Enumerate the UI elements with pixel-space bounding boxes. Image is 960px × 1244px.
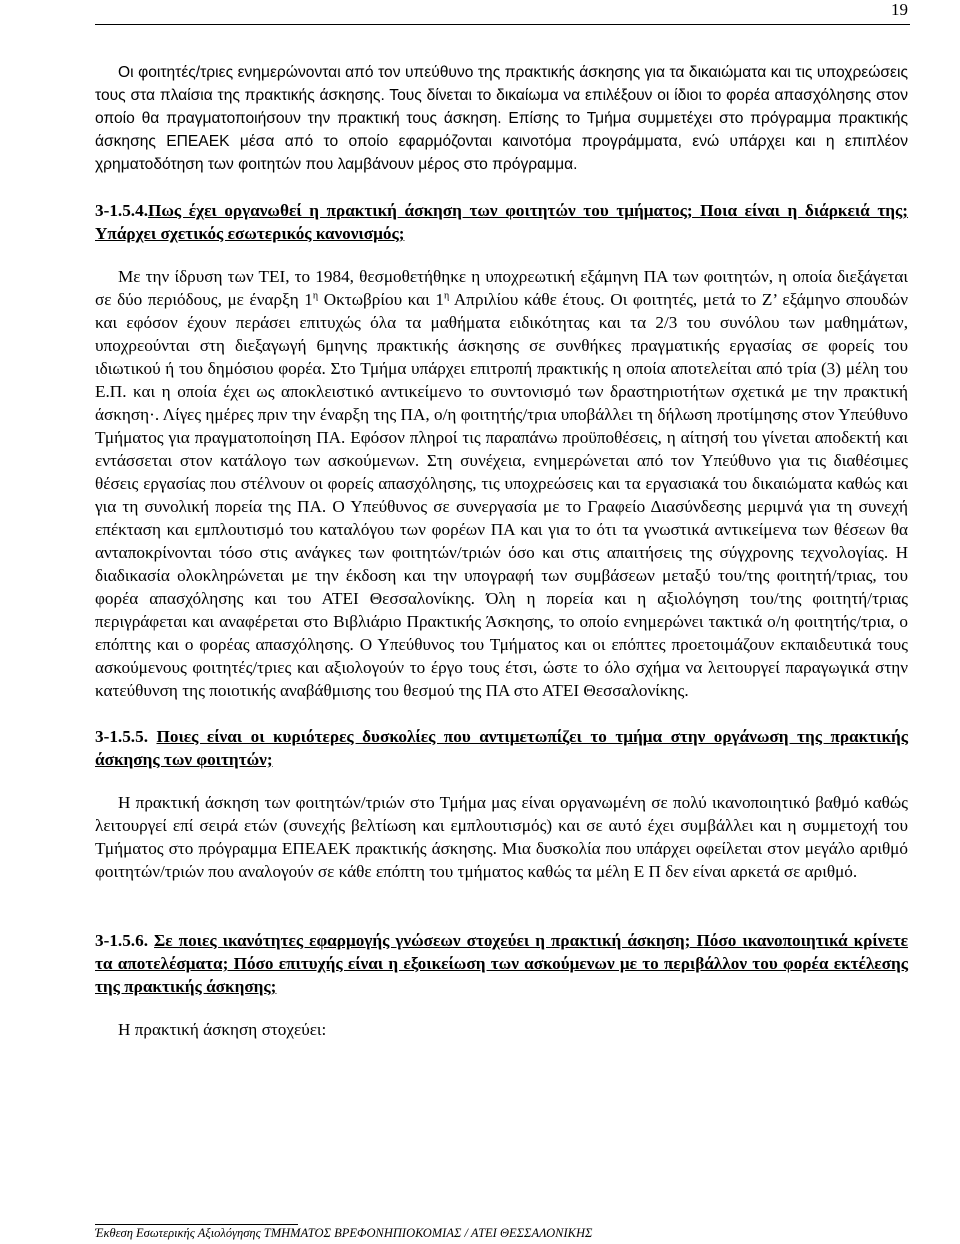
answer-text: Οκτωβρίου και 1	[318, 290, 444, 309]
section-number: 3-1.5.5.	[95, 727, 148, 746]
section-answer-3-1-5-4	[95, 265, 908, 702]
footer-rule	[95, 1224, 298, 1225]
footer-text: Έκθεση Εσωτερικής Αξιολόγησης ΤΜΗΜΑΤΟΣ ΒΡΕΦΟΝΗΠΙΟΚΟΜΙΑΣ / ΑΤΕΙ ΘΕΣΣΑΛΟΝΙΚΗΣ	[95, 1226, 593, 1240]
answer-text: Απριλίου κάθε έτους. Οι φοιτητές, μετά το Ζ’ εξάμηνο σπουδών και εφόσον έχουν περάσει επιτυχώς όλα τα μαθήματα ειδικότητας και τα 2/3 του συνόλου των μαθημάτων, υποχρεούνται στη διεξαγωγή 6μηνης πρακτικής άσκησης σε συνθήκες πραγματικής εργασίας σε φορείς του ιδιωτικού ή του δημόσιου φορέα. Στο Τμήμα υπάρχει επιτροπή πρακτικής η οποία αποτελείται από τρία (3) μέλη του Ε.Π. και η οποία έχει ως αποκλειστικό αντικείμενο το συντονισμό των δραστηριοτήτων σχετικά με την πρακτική άσκηση·. Λίγες ημέρες πριν την έναρξη της ΠΑ, ο/η φοιτητής/τρια υποβάλλει τη δήλωση προτίμησης στον Υπεύθυνο Τμήματος για πραγματοποίηση ΠΑ. Εφόσον πληροί τις παραπάνω προϋποθέσεις, η αίτησή του γίνεται αποδεκτή και εντάσσεται στον κατάλογο των ασκούμενων. Στη συνέχεια, ενημερώνεται από τον Υπεύθυνο για τις διαθέσιμες θέσεις εργασίας που στέλνουν οι φορείς απασχόλησης, τις υποχρεώσεις και τα εργασιακά του δικαιώματα καθώς και για τη συνολική πορεία της ΠΑ. Ο Υπεύθυνος σε συνεργασία με το Γραφείο Διασύνδεσης μεριμνά για τη συνεχή επέκταση και εμπλουτισμό του καταλόγου των φορέων ΠΑ και για το ότι τα γνωστικά αντικείμενα των θέσεων θα ανταποκρίνονται τόσο στις ανάγκες των φοιτητών/τριών όσο και στις απαιτήσεις της σύγχρονης τεχνολογίας. Η διαδικασία ολοκληρώνεται με την έκδοση και την υπογραφή των συμβάσεων μεταξύ του/της φοιτητή/τριας, του φορέα απασχόλησης και του ΑΤΕΙ Θεσσαλονίκης. Όλη η πορεία και η αξιολόγηση του/της φοιτητή/τριας περιγράφεται και αναφέρεται στο Βιβλιάριο Πρακτικής Άσκησης, το οποίο ενημερώνει τακτικά ο/η φοιτητής/τρια, ο επόπτης και ο φορέας απασχόλησης. Ο Υπεύθυνος του Τμήματος και οι επόπτες προετοιμάζουν εκπαιδευτικά τους ασκούμενους φοιτητές/τριες και αξιολογούν το έργο τους έτσι, ώστε το όλο σχήμα να λειτουργεί παραγωγικά στην κατεύθυνση της ποιοτικής αναβάθμισης του θεσμού της ΠΑ στο ΑΤΕΙ Θεσσαλονίκης.	[95, 290, 908, 700]
answer-text: Με την ίδρυση των ΤΕΙ, το 1984, θεσμοθετήθηκε η υποχρεωτική εξάμηνη ΠΑ των φοιτητών, η οποία διεξάγεται σε δύο περιόδους, με έναρξη 1	[95, 267, 908, 309]
section-answer-3-1-5-5: Η πρακτική άσκηση των φοιτητών/τριών στο Τμήμα μας είναι οργανωμένη σε πολύ ικανοποιητικό βαθμό καθώς λειτουργεί επί σειρά ετών (συνεχής βελτίωση και εμπλουτισμός) και σε αυτό έχει συμβάλλει και η συμμετοχή του Τμήματος στο πρόγραμμα ΕΠΕΑΕΚ πρακτικής άσκησης. Μια δυσκολία που υπάρχει οφείλεται στον μεγάλο αριθμό φοιτητών/τριών που αναλογούν σε κάθε επόπτη του τμήματος καθώς τα μέλη Ε Π δεν είναι αρκετά σε αριθμό.	[95, 793, 908, 881]
header-rule	[95, 24, 910, 25]
section-question: Σε ποιες ικανότητες εφαρμογής γνώσεων στοχεύει η πρακτική άσκηση; Πόσο ικανοποιητικά κρίνετε τα αποτελέσματα; Πόσο επιτυχής είναι η εξοικείωση των ασκούμενων με το περιβάλλον του φορέα εκτέλεσης της πρακτικής άσκησης;	[95, 931, 909, 996]
section-number: 3-1.5.4.	[95, 201, 148, 220]
section-number: 3-1.5.6.	[95, 931, 148, 950]
intro-paragraph: Οι φοιτητές/τριες ενημερώνονται από τον υπεύθυνο της πρακτικής άσκησης για τα δικαιώματα και τις υποχρεώσεις τους στα πλαίσια της πρακτικής άσκησης. Τους δίνεται το δικαίωμα να επιλέξουν οι ίδιοι το φορέα απασχόλησης στον οποίο θα πραγματοποιήσουν την πρακτική τους άσκηση. Επίσης το Τμήμα συμμετέχει στο πρόγραμμα πρακτικής άσκησης ΕΠΕΑΕΚ μέσα από το οποίο εφαρμόζονται καινοτόμα προγράμματα, ενώ υπάρχει και η επιπλέον χρηματοδότηση των φοιτητών που λαμβάνουν μέρος στο πρόγραμμα.	[95, 64, 908, 173]
superscript: η	[312, 290, 319, 302]
page-content	[95, 61, 908, 1041]
section-question: Ποιες είναι οι κυριότερες δυσκολίες που αντιμετωπίζει το τμήμα στην οργάνωση της πρακτικής άσκησης των φοιτητών;	[95, 727, 908, 769]
section-heading-3-1-5-6	[95, 929, 908, 998]
page-number: 19	[891, 0, 908, 19]
section-heading-3-1-5-4	[95, 199, 908, 245]
superscript: η	[444, 290, 450, 302]
section-answer-3-1-5-6: Η πρακτική άσκηση στοχεύει:	[118, 1020, 327, 1039]
section-heading-3-1-5-5	[95, 725, 908, 771]
section-question: Πως έχει οργανωθεί η πρακτική άσκηση των φοιτητών του τμήματος; Ποια είναι η διάρκειά της; Υπάρχει σχετικός εσωτερικός κανονισμός;	[95, 201, 908, 243]
